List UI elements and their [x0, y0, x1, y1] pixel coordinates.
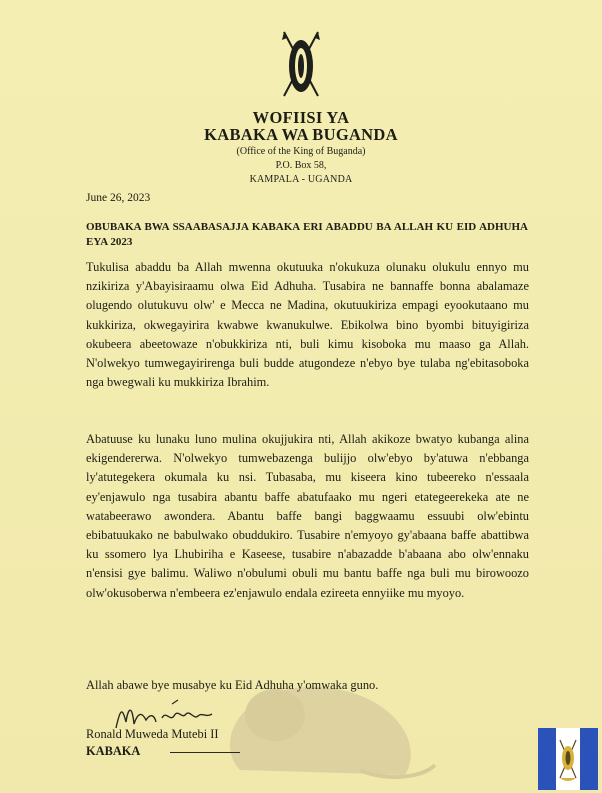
letter-subject: OBUBAKA BWA SSAABASAJJA KABAKA ERI ABADDU BA ALLAH KU EID ADHUHA EYA 2023 [86, 221, 528, 248]
office-name-line1: WOFIISI YA [252, 108, 350, 127]
office-subtitle: (Office of the King of Buganda) [236, 146, 366, 157]
letter-date: June 26, 2023 [86, 192, 151, 204]
signature-underline [170, 752, 240, 753]
signer-name: Ronald Muweda Mutebi II [86, 727, 219, 741]
buganda-flag-icon [538, 728, 598, 790]
shield-spears-crest-icon [278, 28, 324, 100]
office-name-line2: KABAKA WA BUGANDA [204, 125, 398, 144]
signer-title: KABAKA [86, 744, 141, 758]
letter-paragraph-3: Allah abawe bye musabye ku Eid Adhuha y'omwaka guno. [86, 678, 379, 692]
office-po-box: P.O. Box 58, [275, 160, 327, 171]
office-city: KAMPALA - UGANDA [249, 174, 353, 185]
letter-paragraph-2: Abatuuse ku lunaku luno mulina okujjukira nti, Allah akikoze bwatyo kubanga alina ekigendererwa. N'olwekyo tumwebazenga bulijjo olw'ebyo by'atuwa n'ebbanga ly'atutegekera okumala ku nsi. Tubasaba, mu kiseera kino tubeereko n'essaala ey'enjawulo nga tusabira abantu baffe abatufaako mu ngeri etategeerekeka ate ne watabeerawo awondera. Abantu baffe bangi baggwaamu essuubi olw'ebintu ebibatuukako ne babulwako obuddukiro. Tusabire n'emyoyo gy'abaana baffe abattibwa ku ssomero lya Lhubiriha e Kaseese, tusabire n'abazadde b'abaana abo olw'ennaku n'ensisi gye balimu. Waliwo n'obulumi obuli mu bantu baffe nga buli mu birowoozo olw'okusoberwa n'embeera ez'enjawulo endala ezireeta ennyiike mu myoyo. [86, 432, 529, 600]
letter-paragraph-1: Tukulisa abaddu ba Allah mwenna okutuuka n'okukuza olunaku olukulu ennyo mu nzikiriza y'Abayisiraamu olwa Eid Adhuha. Tusabira ne bannaffe bonna abalamaze olugendo olutukuvu olw' e Mecca ne Madina, okutuukiriza empagi eyookutaano mu kukkiriza, okwegayirira kwabwe kwanukulwe. Ebikolwa bino byombi bituyigiriza okubeera abeetowaze n'obukkiriza nti, buli kimu kisoboka mu maaso ga Allah. N'olwekyo tumwegayirirenga buli budde atugondeze n'ebyo bye tulaba ng'ebitasoboka nga bwegwali ku mukkiriza Ibrahim. [86, 260, 529, 390]
